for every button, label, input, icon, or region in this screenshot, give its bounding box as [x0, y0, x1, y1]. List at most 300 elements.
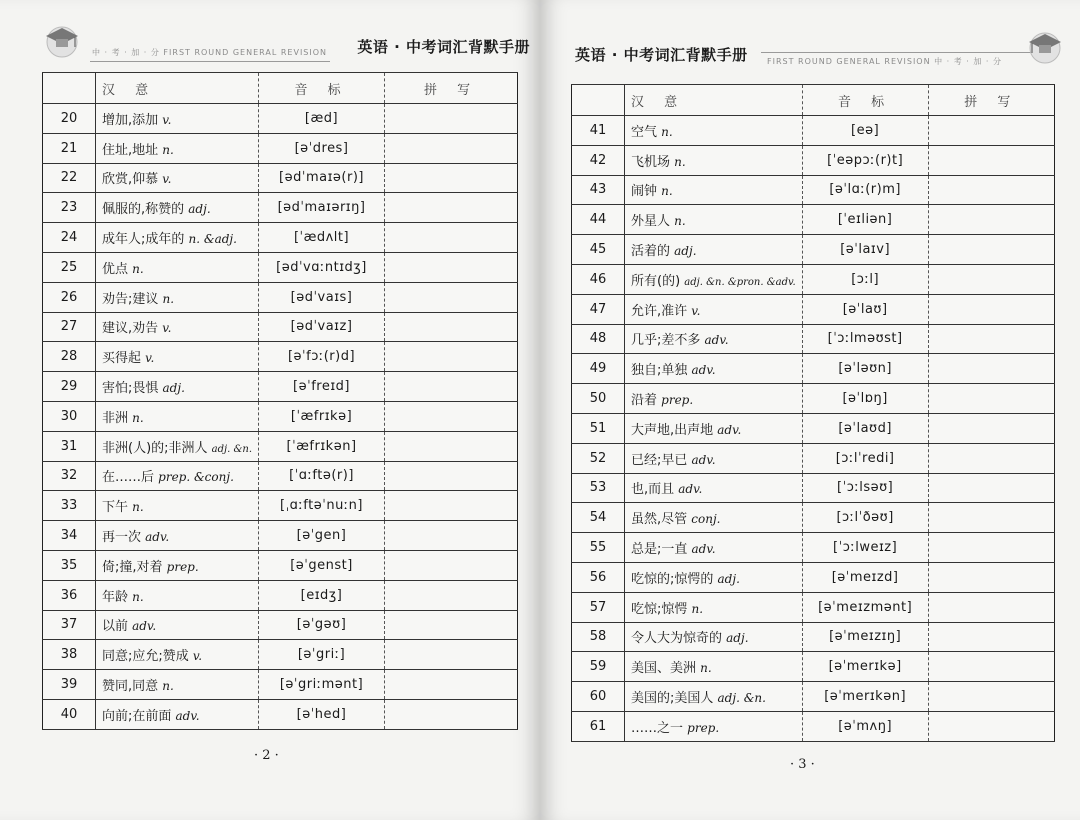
- spelling-blank[interactable]: [928, 562, 1054, 592]
- chinese-meaning: [625, 116, 803, 146]
- phonetic: [əˈdres]: [259, 133, 385, 163]
- chinese-meaning: [96, 699, 259, 729]
- spelling-blank[interactable]: [928, 652, 1054, 682]
- phonetic: [ədˈvaɪz]: [259, 312, 385, 342]
- spelling-blank[interactable]: [928, 384, 1054, 414]
- meaning-text: 吃惊的;惊愕的: [631, 571, 714, 587]
- spelling-blank[interactable]: [385, 550, 518, 580]
- chinese-meaning: [625, 622, 803, 652]
- spelling-blank[interactable]: [385, 282, 518, 312]
- header-phonetic: 音 标: [259, 73, 385, 104]
- table-row: [572, 443, 1055, 473]
- part-of-speech: n.: [661, 124, 673, 139]
- table-row: [572, 503, 1055, 533]
- row-number: 20: [43, 104, 96, 134]
- row-number: 38: [43, 640, 96, 670]
- spelling-blank[interactable]: [928, 413, 1054, 443]
- part-of-speech: adv.: [145, 530, 170, 545]
- meaning-text: 空气: [631, 124, 658, 140]
- chinese-meaning: [96, 223, 259, 253]
- phonetic: [əˈmeɪzd]: [802, 562, 928, 592]
- phonetic: [əˈmerɪkə]: [802, 652, 928, 682]
- table-row: [43, 670, 518, 700]
- phonetic: [ˈɔːlweɪz]: [802, 533, 928, 563]
- row-number: 47: [572, 294, 625, 324]
- graduation-cap-icon: [42, 20, 82, 60]
- part-of-speech: v.: [162, 112, 172, 127]
- phonetic: [əˈləʊn]: [802, 354, 928, 384]
- table-row: [572, 264, 1055, 294]
- meaning-text: 赞同,同意: [102, 679, 159, 695]
- row-number: 23: [43, 193, 96, 223]
- row-number: 54: [572, 503, 625, 533]
- part-of-speech: n.: [700, 661, 712, 676]
- phonetic: [əˈhed]: [259, 699, 385, 729]
- part-of-speech: adv.: [691, 542, 716, 557]
- phonetic: [ədˈmaɪərɪŋ]: [259, 193, 385, 223]
- chinese-meaning: [625, 711, 803, 741]
- header-spelling: 拼 写: [928, 85, 1054, 116]
- spelling-blank[interactable]: [928, 264, 1054, 294]
- phonetic: [ˈeəpɔː(r)t]: [802, 145, 928, 175]
- table-row: [43, 342, 518, 372]
- part-of-speech: n.: [132, 261, 144, 276]
- chinese-meaning: [96, 610, 259, 640]
- part-of-speech: adv.: [175, 708, 200, 723]
- chinese-meaning: [96, 580, 259, 610]
- meaning-text: 令人大为惊奇的: [631, 631, 723, 647]
- spelling-blank[interactable]: [928, 622, 1054, 652]
- chinese-meaning: [96, 104, 259, 134]
- spelling-blank[interactable]: [385, 163, 518, 193]
- table-row: [43, 401, 518, 431]
- spelling-blank[interactable]: [928, 354, 1054, 384]
- table-row: [43, 610, 518, 640]
- row-number: 57: [572, 592, 625, 622]
- part-of-speech: adv.: [691, 363, 716, 378]
- part-of-speech: prep.: [661, 393, 694, 408]
- table-row: [43, 282, 518, 312]
- chinese-meaning: [96, 521, 259, 551]
- spelling-blank[interactable]: [385, 610, 518, 640]
- meaning-text: 年龄: [102, 589, 129, 605]
- meaning-text: 下午: [102, 500, 129, 516]
- row-number: 46: [572, 264, 625, 294]
- meaning-text: 佩服的,称赞的: [102, 202, 185, 218]
- page-number: · 3 ·: [790, 757, 815, 772]
- meaning-text: 美国、美洲: [631, 661, 697, 677]
- table-row: [572, 354, 1055, 384]
- meaning-text: 美国的;美国人: [631, 691, 714, 707]
- table-row: [43, 461, 518, 491]
- meaning-text: 成年人;成年的: [102, 232, 185, 248]
- table-header-row: [43, 73, 518, 104]
- chinese-meaning: [625, 145, 803, 175]
- meaning-text: 买得起: [102, 351, 142, 367]
- vocab-table: [42, 72, 518, 730]
- header-rule: [90, 61, 330, 62]
- header-rule: [761, 52, 1041, 53]
- phonetic: [əˈmʌŋ]: [802, 711, 928, 741]
- part-of-speech: prep.: [166, 559, 199, 574]
- meaning-text: 虽然,尽管: [631, 512, 688, 528]
- chinese-meaning: [96, 491, 259, 521]
- row-number: 42: [572, 145, 625, 175]
- spelling-blank[interactable]: [385, 372, 518, 402]
- chinese-meaning: [625, 443, 803, 473]
- phonetic: [ɔːlˈredi]: [802, 443, 928, 473]
- chinese-meaning: [625, 205, 803, 235]
- row-number: 53: [572, 473, 625, 503]
- row-number: 31: [43, 431, 96, 461]
- phonetic: [ˈɑːftə(r)]: [259, 461, 385, 491]
- table-row: [572, 145, 1055, 175]
- table-row: [572, 384, 1055, 414]
- row-number: 39: [43, 670, 96, 700]
- meaning-text: 已经;早已: [631, 452, 688, 468]
- table-row: [572, 711, 1055, 741]
- meaning-text: 欣赏,仰慕: [102, 172, 159, 188]
- spelling-blank[interactable]: [385, 461, 518, 491]
- row-number: 50: [572, 384, 625, 414]
- header-phonetic: 音 标: [802, 85, 928, 116]
- book-title: 英语 · 中考词汇背默手册: [357, 38, 530, 56]
- part-of-speech: n.: [162, 679, 174, 694]
- table-row: [43, 252, 518, 282]
- spelling-blank[interactable]: [928, 473, 1054, 503]
- chinese-meaning: [625, 562, 803, 592]
- meaning-text: 以前: [102, 619, 129, 635]
- phonetic: [əˈfreɪd]: [259, 372, 385, 402]
- phonetic: [ədˈvaɪs]: [259, 282, 385, 312]
- meaning-text: 大声地,出声地: [631, 422, 714, 438]
- row-number: 51: [572, 413, 625, 443]
- part-of-speech: adj.: [188, 202, 211, 217]
- part-of-speech: adv.: [132, 619, 157, 634]
- row-number: 27: [43, 312, 96, 342]
- row-number: 61: [572, 711, 625, 741]
- table-row: [572, 413, 1055, 443]
- meaning-text: 向前;在前面: [102, 708, 172, 724]
- row-number: 28: [43, 342, 96, 372]
- spelling-blank[interactable]: [928, 235, 1054, 265]
- part-of-speech: v.: [162, 172, 172, 187]
- table-row: [572, 473, 1055, 503]
- phonetic: [əˈgəʊ]: [259, 610, 385, 640]
- part-of-speech: adj.: [717, 571, 740, 586]
- series-text: FIRST ROUND GENERAL REVISION 中 · 考 · 加 · 分: [767, 57, 1003, 66]
- chinese-meaning: [625, 413, 803, 443]
- spelling-blank[interactable]: [928, 711, 1054, 741]
- phonetic: [əˈgriː]: [259, 640, 385, 670]
- part-of-speech: adj. &n.: [211, 443, 253, 455]
- spelling-blank[interactable]: [385, 193, 518, 223]
- meaning-text: 再一次: [102, 530, 142, 546]
- meaning-text: 所有(的): [631, 273, 681, 289]
- meaning-text: 独自;单独: [631, 363, 688, 379]
- chinese-meaning: [96, 282, 259, 312]
- spelling-blank[interactable]: [928, 592, 1054, 622]
- chinese-meaning: [96, 252, 259, 282]
- row-number: 32: [43, 461, 96, 491]
- chinese-meaning: [625, 384, 803, 414]
- spelling-blank[interactable]: [385, 252, 518, 282]
- meaning-text: 几乎;差不多: [631, 333, 701, 349]
- header-num: [572, 85, 625, 116]
- spelling-blank[interactable]: [385, 491, 518, 521]
- header-meaning: 汉 意: [96, 73, 259, 104]
- phonetic: [əˈfɔː(r)d]: [259, 342, 385, 372]
- phonetic: [əˈlaʊ]: [802, 294, 928, 324]
- table-row: [572, 235, 1055, 265]
- phonetic: [əˈmeɪzɪŋ]: [802, 622, 928, 652]
- chinese-meaning: [96, 461, 259, 491]
- spelling-blank[interactable]: [928, 205, 1054, 235]
- spelling-blank[interactable]: [385, 223, 518, 253]
- chinese-meaning: [96, 431, 259, 461]
- phonetic: [ɔːlˈðəʊ]: [802, 503, 928, 533]
- row-number: 44: [572, 205, 625, 235]
- table-row: [43, 193, 518, 223]
- spelling-blank[interactable]: [385, 431, 518, 461]
- table-row: [572, 175, 1055, 205]
- phonetic: [əˈlaɪv]: [802, 235, 928, 265]
- row-number: 21: [43, 133, 96, 163]
- part-of-speech: n.: [661, 184, 673, 199]
- chinese-meaning: [96, 640, 259, 670]
- meaning-text: 住址,地址: [102, 142, 159, 158]
- row-number: 26: [43, 282, 96, 312]
- phonetic: [əˈlɒŋ]: [802, 384, 928, 414]
- spelling-blank[interactable]: [928, 533, 1054, 563]
- table-row: [43, 431, 518, 461]
- series-text: 中 · 考 · 加 · 分 FIRST ROUND GENERAL REVISION: [92, 48, 328, 57]
- phonetic: [eə]: [802, 116, 928, 146]
- phonetic: [əˈgen]: [259, 521, 385, 551]
- row-number: 48: [572, 324, 625, 354]
- phonetic: [əˈgriːmənt]: [259, 670, 385, 700]
- right-page: [540, 0, 1080, 820]
- part-of-speech: n.: [132, 500, 144, 515]
- row-number: 56: [572, 562, 625, 592]
- graduation-cap-icon: [1025, 26, 1065, 66]
- spelling-blank[interactable]: [928, 682, 1054, 712]
- meaning-text: 在……后: [102, 470, 155, 486]
- meaning-text: 闹钟: [631, 184, 658, 200]
- part-of-speech: adv.: [678, 482, 703, 497]
- row-number: 36: [43, 580, 96, 610]
- chinese-meaning: [625, 682, 803, 712]
- part-of-speech: n. &adj.: [188, 232, 237, 247]
- row-number: 35: [43, 550, 96, 580]
- row-number: 52: [572, 443, 625, 473]
- chinese-meaning: [96, 372, 259, 402]
- meaning-text: 允许,准许: [631, 303, 688, 319]
- phonetic: [ˈædʌlt]: [259, 223, 385, 253]
- spelling-blank[interactable]: [385, 521, 518, 551]
- table-header-row: [572, 85, 1055, 116]
- meaning-text: 也,而且: [631, 482, 675, 498]
- meaning-text: 吃惊;惊愕: [631, 601, 688, 617]
- table-row: [43, 640, 518, 670]
- phonetic: [ˈɔːlməʊst]: [802, 324, 928, 354]
- chinese-meaning: [96, 342, 259, 372]
- row-number: 45: [572, 235, 625, 265]
- row-number: 34: [43, 521, 96, 551]
- part-of-speech: adv.: [704, 333, 729, 348]
- row-number: 33: [43, 491, 96, 521]
- chinese-meaning: [625, 533, 803, 563]
- spelling-blank[interactable]: [385, 104, 518, 134]
- chinese-meaning: [96, 312, 259, 342]
- book-title: 英语 · 中考词汇背默手册: [575, 46, 748, 64]
- table-row: [572, 592, 1055, 622]
- table-row: [572, 294, 1055, 324]
- row-number: 43: [572, 175, 625, 205]
- part-of-speech: adv.: [717, 422, 742, 437]
- spelling-blank[interactable]: [928, 443, 1054, 473]
- phonetic: [əˈmerɪkən]: [802, 682, 928, 712]
- row-number: 41: [572, 116, 625, 146]
- meaning-text: 害怕;畏惧: [102, 381, 159, 397]
- part-of-speech: n.: [162, 291, 175, 306]
- meaning-text: 外星人: [631, 214, 671, 230]
- vocab-table: [571, 84, 1055, 742]
- right-page-header: [565, 14, 1065, 72]
- part-of-speech: n.: [132, 589, 144, 604]
- meaning-text: 增加,添加: [102, 112, 159, 128]
- spelling-blank[interactable]: [385, 670, 518, 700]
- spelling-blank[interactable]: [385, 401, 518, 431]
- part-of-speech: conj.: [691, 512, 721, 527]
- table-row: [43, 163, 518, 193]
- row-number: 60: [572, 682, 625, 712]
- spelling-blank[interactable]: [928, 503, 1054, 533]
- chinese-meaning: [625, 354, 803, 384]
- chinese-meaning: [625, 324, 803, 354]
- part-of-speech: n.: [691, 601, 704, 616]
- spelling-blank[interactable]: [928, 324, 1054, 354]
- phonetic: [ˈæfrɪkə]: [259, 401, 385, 431]
- table-row: [572, 652, 1055, 682]
- chinese-meaning: [625, 264, 803, 294]
- table-row: [43, 104, 518, 134]
- header-spelling: 拼 写: [385, 73, 518, 104]
- table-row: [572, 116, 1055, 146]
- part-of-speech: n.: [674, 214, 686, 229]
- meaning-text: 非洲: [102, 410, 129, 426]
- chinese-meaning: [625, 503, 803, 533]
- page-number: · 2 ·: [254, 748, 279, 763]
- phonetic: [ˈɔːlsəʊ]: [802, 473, 928, 503]
- chinese-meaning: [96, 401, 259, 431]
- meaning-text: 劝告;建议: [102, 291, 159, 307]
- table-row: [43, 699, 518, 729]
- part-of-speech: adj.: [162, 381, 185, 396]
- part-of-speech: n.: [674, 154, 686, 169]
- spelling-blank[interactable]: [385, 640, 518, 670]
- phonetic: [əˈgenst]: [259, 550, 385, 580]
- part-of-speech: v.: [145, 351, 155, 366]
- spelling-blank[interactable]: [385, 312, 518, 342]
- phonetic: [ɔːl]: [802, 264, 928, 294]
- meaning-text: 优点: [102, 261, 129, 277]
- phonetic: [ədˈmaɪə(r)]: [259, 163, 385, 193]
- meaning-text: 同意;应允;赞成: [102, 649, 189, 665]
- part-of-speech: prep.: [687, 720, 720, 735]
- table-row: [43, 372, 518, 402]
- meaning-text: ……之一: [631, 720, 684, 736]
- phonetic: [æd]: [259, 104, 385, 134]
- meaning-text: 倚;撞,对着: [102, 559, 163, 575]
- header-num: [43, 73, 96, 104]
- table-row: [572, 682, 1055, 712]
- spelling-blank[interactable]: [928, 145, 1054, 175]
- meaning-text: 沿着: [631, 393, 658, 409]
- phonetic: [əˈmeɪzmənt]: [802, 592, 928, 622]
- spelling-blank[interactable]: [928, 175, 1054, 205]
- part-of-speech: n.: [132, 410, 144, 425]
- part-of-speech: adj. &n.: [717, 691, 766, 706]
- row-number: 22: [43, 163, 96, 193]
- chinese-meaning: [625, 235, 803, 265]
- spelling-blank[interactable]: [385, 699, 518, 729]
- chinese-meaning: [625, 592, 803, 622]
- phonetic: [eɪdʒ]: [259, 580, 385, 610]
- spelling-blank[interactable]: [928, 116, 1054, 146]
- meaning-text: 活着的: [631, 244, 671, 260]
- chinese-meaning: [96, 133, 259, 163]
- part-of-speech: adv.: [691, 452, 716, 467]
- phonetic: [əˈlɑː(r)m]: [802, 175, 928, 205]
- table-row: [43, 312, 518, 342]
- meaning-text: 总是;一直: [631, 542, 688, 558]
- phonetic: [ˈeɪliən]: [802, 205, 928, 235]
- phonetic: [ədˈvɑːntɪdʒ]: [259, 252, 385, 282]
- table-row: [572, 622, 1055, 652]
- row-number: 55: [572, 533, 625, 563]
- row-number: 59: [572, 652, 625, 682]
- table-row: [572, 533, 1055, 563]
- chinese-meaning: [96, 163, 259, 193]
- spelling-blank[interactable]: [385, 133, 518, 163]
- row-number: 25: [43, 252, 96, 282]
- row-number: 37: [43, 610, 96, 640]
- phonetic: [əˈlaʊd]: [802, 413, 928, 443]
- part-of-speech: adj. &n. &pron. &adv.: [684, 276, 796, 288]
- header-meaning: 汉 意: [625, 85, 803, 116]
- part-of-speech: v.: [162, 321, 172, 336]
- table-row: [572, 562, 1055, 592]
- table-row: [43, 521, 518, 551]
- part-of-speech: v.: [691, 303, 701, 318]
- spelling-blank[interactable]: [385, 342, 518, 372]
- chinese-meaning: [96, 193, 259, 223]
- spelling-blank[interactable]: [385, 580, 518, 610]
- row-number: 29: [43, 372, 96, 402]
- spelling-blank[interactable]: [928, 294, 1054, 324]
- part-of-speech: prep. &conj.: [158, 470, 234, 485]
- part-of-speech: n.: [162, 142, 174, 157]
- row-number: 49: [572, 354, 625, 384]
- table-row: [43, 223, 518, 253]
- row-number: 24: [43, 223, 96, 253]
- part-of-speech: adj.: [726, 631, 749, 646]
- left-page-header: [40, 14, 530, 72]
- meaning-text: 非洲(人)的;非洲人: [102, 440, 208, 456]
- part-of-speech: adj.: [674, 244, 697, 259]
- chinese-meaning: [96, 550, 259, 580]
